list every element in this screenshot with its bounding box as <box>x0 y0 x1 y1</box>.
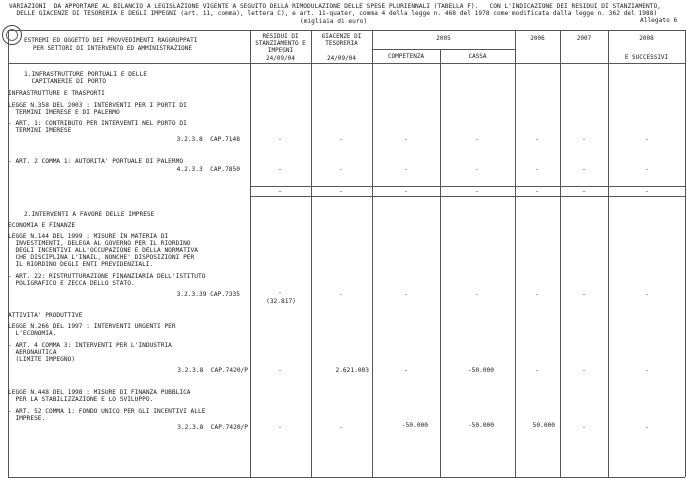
cell-value: - <box>278 136 282 143</box>
total-value: - <box>535 188 539 195</box>
col-year-2006: 2006 <box>530 35 545 42</box>
col-divider <box>685 30 686 477</box>
article-title: - ART. 22: RISTRUTTURAZIONE FINANZIARIA DELL'ISTITUTO <box>8 273 206 280</box>
ministry-label: INFRASTRUTTURE E TRASPORTI <box>8 90 105 97</box>
cell-value: - <box>645 166 649 173</box>
article-title: AERONAUTICA <box>8 349 57 356</box>
col-competenza: COMPETENZA <box>387 53 425 60</box>
law-title: PER LA STABILIZZAZIONE E LO SVILUPPO. <box>8 396 154 403</box>
chapter-code: 4.2.3.3 CAP.7850 <box>176 166 240 173</box>
col-divider <box>608 30 609 477</box>
unit-note: (migliaia di euro) <box>300 18 368 25</box>
law-title: LEGGE N.266 DEL 1997 : INTERVENTI URGENTI PER <box>8 323 176 330</box>
col-cassa: CASSA <box>468 53 487 60</box>
article-title: POLIGRAFICO E ZECCA DELLO STATO. <box>8 280 135 287</box>
section1-total-top <box>250 186 685 187</box>
total-value: - <box>339 188 343 195</box>
law-title: TERMINI IMERESE E DI PALERMO <box>8 109 120 116</box>
section-title: 2.INTERVENTI A FAVORE DELLE IMPRESE <box>24 211 155 218</box>
cell-value: - <box>404 367 408 374</box>
total-value: - <box>475 188 479 195</box>
cell-value: -50.000 <box>401 422 428 429</box>
col-residui: RESIDUI DI <box>262 33 299 40</box>
article-title: - ART. 52 COMMA 1: FONDO UNICO PER GLI INCENTIVI ALLE <box>8 408 206 415</box>
cell-value: - <box>404 166 408 173</box>
cell-value: - <box>404 291 408 298</box>
cell-value: 2.621.003 <box>335 367 369 374</box>
law-title: LEGGE N.144 DEL 1999 : MISURE IN MATERIA DI <box>8 233 169 240</box>
section-title: 1.INFRASTRUTTURE PORTUALI E DELLE <box>24 71 147 78</box>
cell-value: - <box>278 424 282 431</box>
cell-value: - <box>582 367 586 374</box>
table-bottom-border <box>8 477 685 478</box>
cell-value: - <box>645 367 649 374</box>
cell-value: - <box>582 424 586 431</box>
cell-value: - <box>535 291 539 298</box>
cell-value: - <box>278 367 282 374</box>
col-divider <box>560 30 561 477</box>
col-year-2005: 2005 <box>436 35 451 42</box>
chapter-code: 3.2.3.8 CAP.7420/P <box>177 424 248 431</box>
col-residui-date: 24/09/04 <box>266 55 295 62</box>
table-top-border <box>8 30 685 31</box>
article-title: - ART. 4 COMMA 3: INTERVENTI PER L'INDUSTRIA <box>8 342 172 349</box>
year-2005-underline <box>372 49 515 50</box>
ministry-label: ECONOMIA E FINANZE <box>8 222 76 229</box>
total-value: - <box>645 188 649 195</box>
cell-value: (32.817) <box>266 298 296 305</box>
cell-value: - <box>582 166 586 173</box>
col-residui: IMPEGNI <box>267 47 294 54</box>
article-title: - ART. 2 COMMA 1: AUTORITA' PORTUALE DI PALERMO <box>8 158 184 165</box>
ministry-label: ATTIVITA' PRODUTTIVE <box>8 312 83 319</box>
col-divider <box>311 30 312 477</box>
article-title: IMPRESE. <box>8 415 46 422</box>
cell-value: - <box>582 291 586 298</box>
col-giacenze: TESORERIA <box>325 40 358 47</box>
law-title: LEGGE N.448 DEL 1998 : MISURE DI FINANZA PUBBLICA <box>8 389 191 396</box>
cell-value: - <box>645 424 649 431</box>
column-title: ESTREMI ED OGGETTO DEI PROVVEDIMENTI RAGGRUPPATI <box>24 37 198 44</box>
law-title: L'ECONOMIA. <box>8 330 57 337</box>
col-residui: STANZIAMENTO E <box>255 40 306 47</box>
col-divider <box>515 30 516 477</box>
cell-value: - <box>278 289 282 296</box>
col-divider <box>440 49 441 477</box>
law-title: LEGGE N.358 DEL 2003 : INTERVENTI PER I PORTI DI <box>8 102 187 109</box>
col-year-2007: 2007 <box>576 35 592 42</box>
total-value: - <box>582 188 586 195</box>
article-title: TERMINI IMERESE <box>8 127 72 134</box>
cell-value: - <box>582 136 586 143</box>
cell-value: - <box>645 136 649 143</box>
cell-value: - <box>535 367 539 374</box>
cell-value: - <box>645 291 649 298</box>
col-divider <box>250 30 251 477</box>
cell-value: - <box>535 166 539 173</box>
cell-value: - <box>339 424 343 431</box>
chapter-code: 3.2.3.8 CAP.7420/P <box>177 367 248 374</box>
document-heading-line2: DELLE GIACENZE DI TESORERIA E DEGLI IMPEGNI (art. 11, comma), lettera C), e art. 11-quater, comma 4 della legge n. 468 del 1978 come modificata dalla legge n. 362 del 1988) <box>9 10 658 17</box>
section1-total-bottom <box>250 196 685 197</box>
col-successivi: E SUCCESSIVI <box>624 54 669 61</box>
header-bottom-border <box>8 63 685 64</box>
cell-value: - <box>475 166 479 173</box>
section-title: CAPITANERIE DI PORTO <box>24 78 106 85</box>
law-title: INVESTIMENTI, DELEGA AL GOVERNO PER IL RIORDINO <box>8 240 191 247</box>
cell-value: - <box>339 291 343 298</box>
cell-value: - <box>339 166 343 173</box>
document-heading-line1: VARIAZIONI DA APPORTARE AL BILANCIO A LEGISLAZIONE VIGENTE A SEGUITO DELLA RIMODULAZIONE DELLE SPESE PLURIENNALI (TABELLA F). CON L'INDICAZIONE DEI RESIDUI DI STANZIAMENTO, <box>9 3 661 10</box>
col-year-2008: 2008 <box>639 35 654 42</box>
allegato-label: Allegato 6 <box>640 17 678 24</box>
cell-value: - <box>404 136 408 143</box>
col-giacenze: GIACENZE DI <box>321 33 362 40</box>
chapter-code: 3.2.3.8 CAP.7148 <box>176 136 240 143</box>
column-title: PER SETTORI DI INTERVENTO ED AMMINISTRAZIONE <box>33 45 192 52</box>
cell-value: -50.000 <box>467 367 494 374</box>
article-title: (LIMITE IMPEGNO) <box>8 356 76 363</box>
cell-value: - <box>535 136 539 143</box>
law-title: IL RIORDINO DEGLI ENTI PREVIDENZIALI. <box>8 261 154 268</box>
cell-value: 50.000 <box>532 422 555 429</box>
chapter-code: 3.2.3.39 CAP.7335 <box>176 291 240 298</box>
total-value: - <box>278 188 282 195</box>
col-divider <box>372 30 373 477</box>
cell-value: - <box>339 136 343 143</box>
article-title: - ART. 1: CONTRIBUTO PER INTERVENTI NEL PORTO DI <box>8 120 187 127</box>
stamp-seal <box>2 25 22 45</box>
law-title: CHE DISCIPLINA L'INAIL, NONCHE' DISPOSIZIONI PER <box>8 254 195 261</box>
col-giacenze-date: 24/09/04 <box>327 55 356 62</box>
law-title: DEGLI INCENTIVI ALL'OCCUPAZIONE E DELLA NORMATIVA <box>8 247 198 254</box>
cell-value: - <box>278 166 282 173</box>
total-value: - <box>404 188 408 195</box>
cell-value: - <box>475 291 479 298</box>
cell-value: -50.000 <box>467 422 494 429</box>
cell-value: - <box>475 136 479 143</box>
